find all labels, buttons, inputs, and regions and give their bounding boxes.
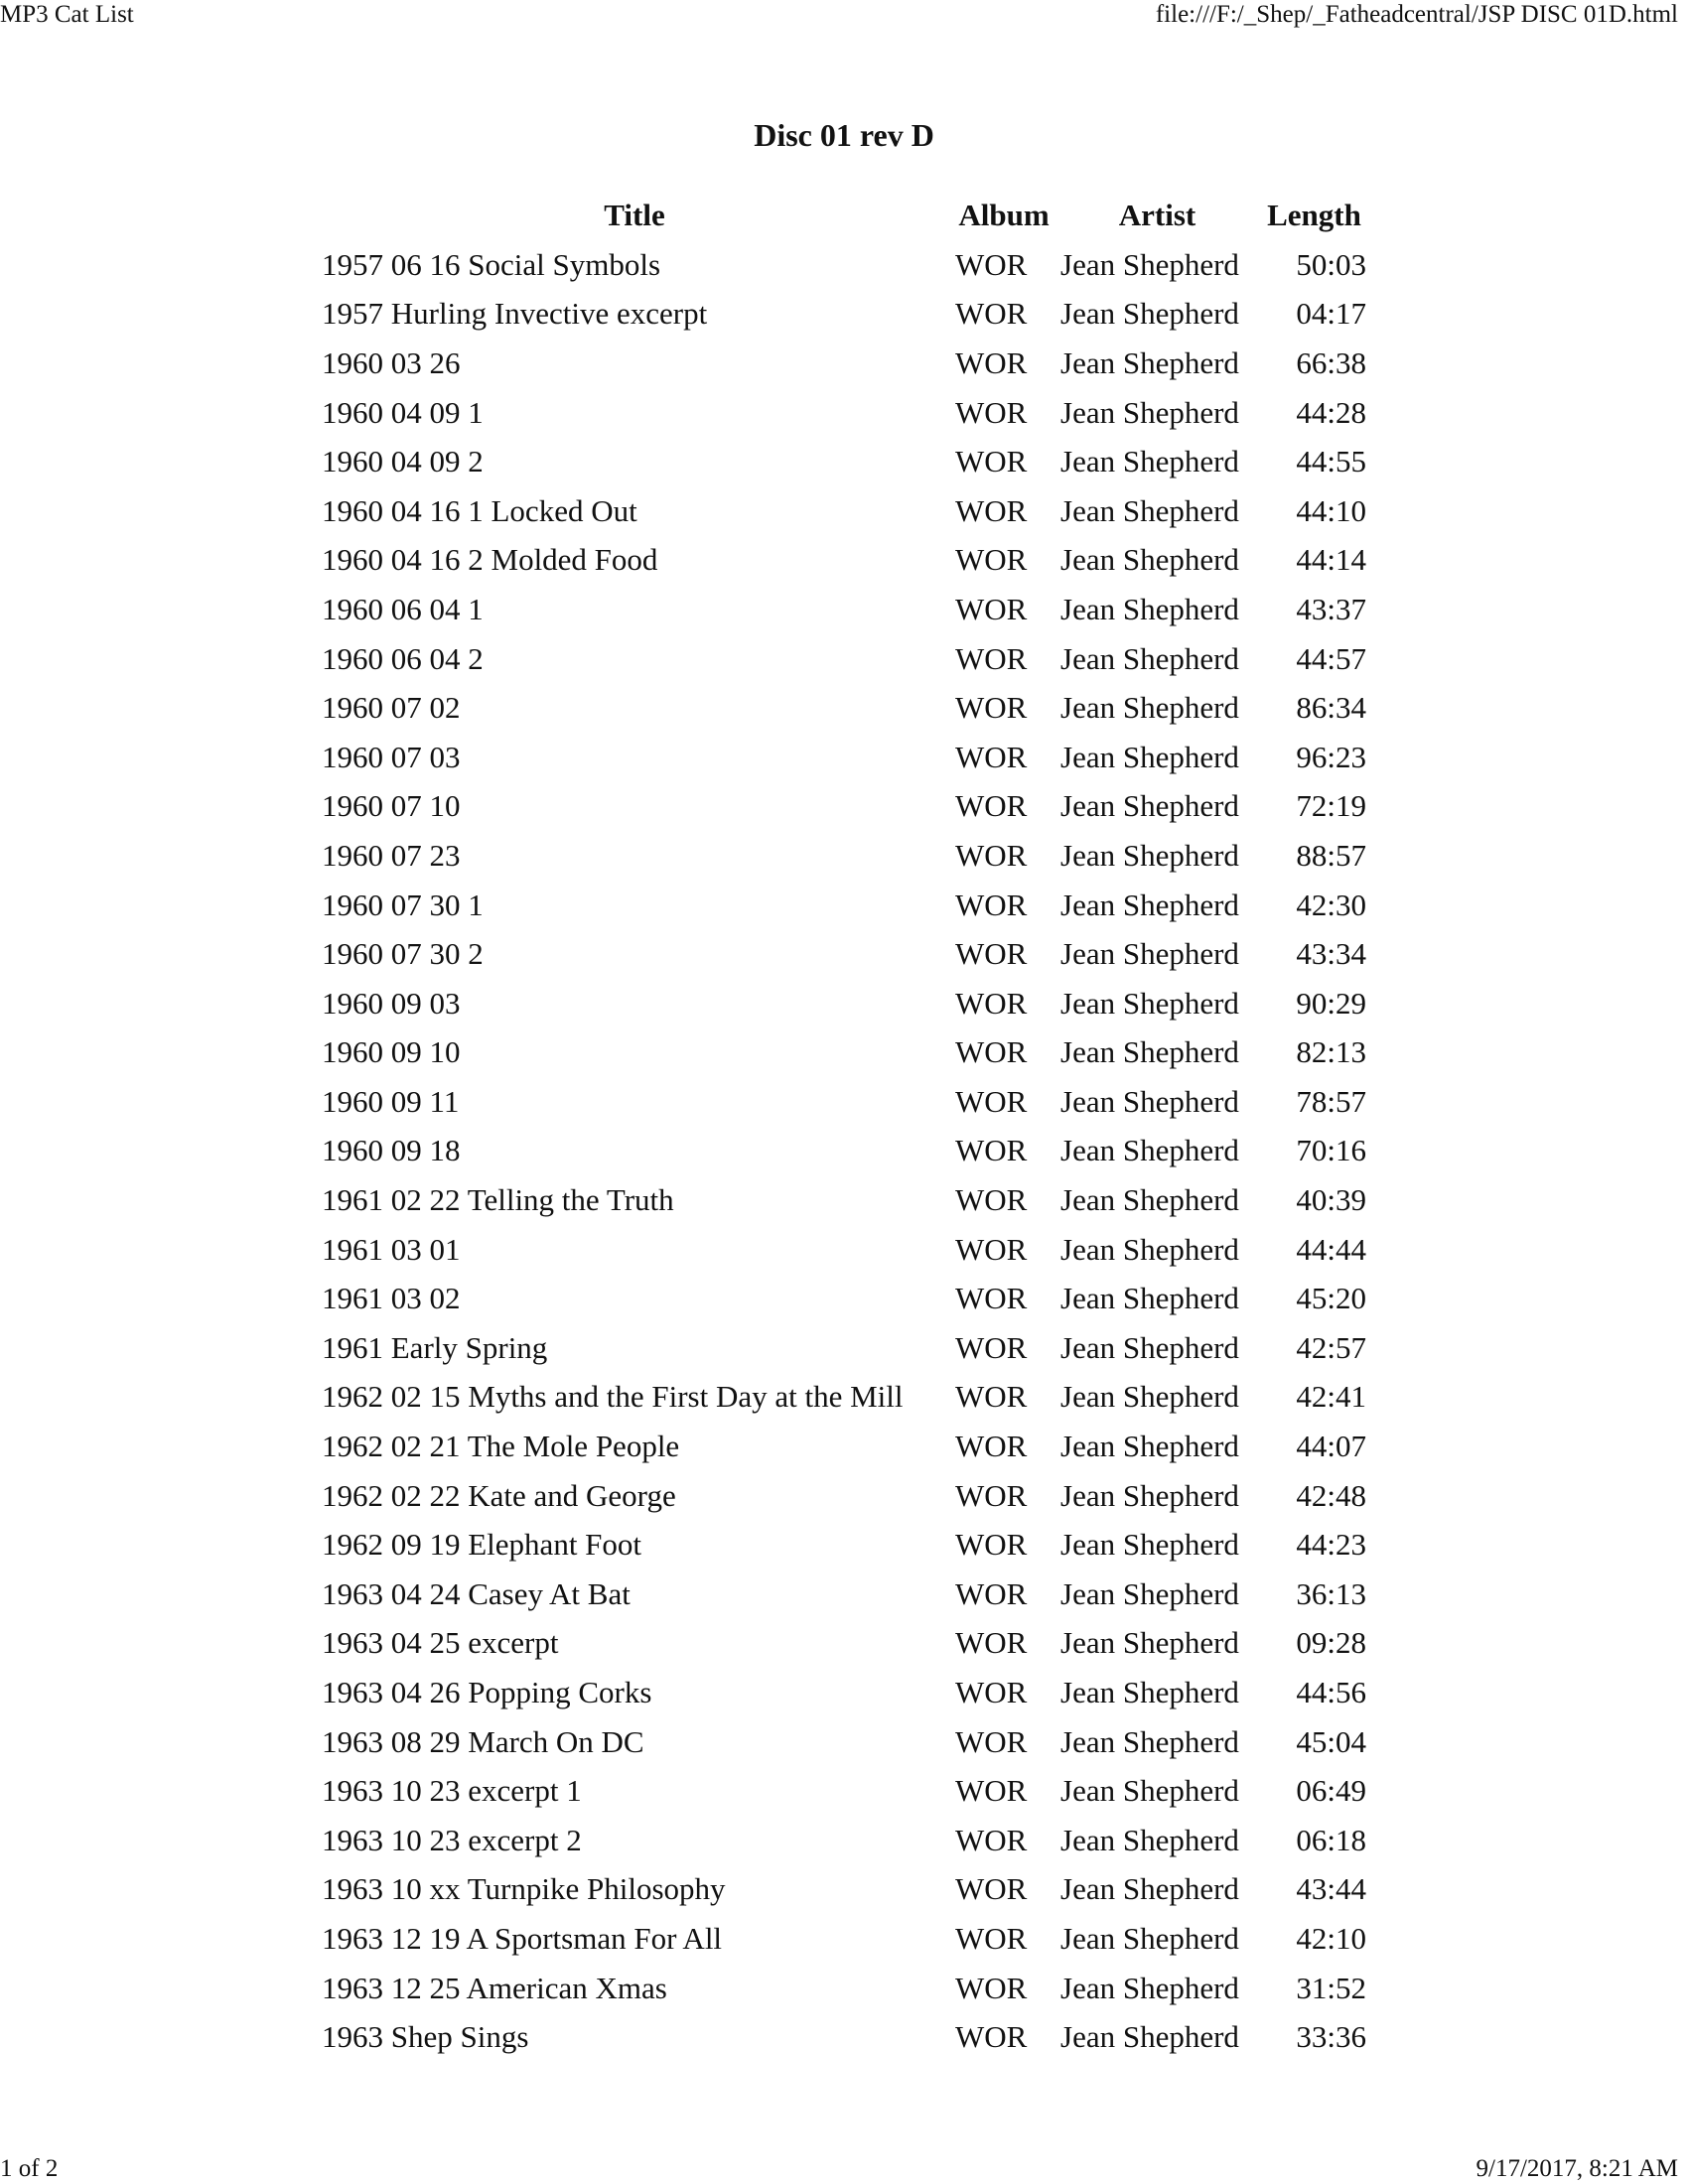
- cell-length: 45:20: [1296, 1281, 1366, 1316]
- cell-length: 44:44: [1296, 1231, 1366, 1267]
- cell-title: 1963 04 26 Popping Corks: [322, 1675, 652, 1710]
- table-row: [318, 486, 1370, 536]
- cell-length: 44:55: [1296, 444, 1366, 479]
- cell-artist: Jean Shepherd: [1060, 1822, 1239, 1857]
- cell-artist: Jean Shepherd: [1060, 1083, 1239, 1119]
- cell-album: WOR: [955, 1281, 1028, 1316]
- cell-album: WOR: [955, 1429, 1028, 1464]
- table-row: [318, 1471, 1370, 1521]
- table-row: [318, 979, 1370, 1028]
- cell-artist: Jean Shepherd: [1060, 1182, 1239, 1218]
- cell-length: 88:57: [1296, 837, 1366, 873]
- cell-artist: Jean Shepherd: [1060, 1920, 1239, 1956]
- cell-album: WOR: [955, 542, 1028, 578]
- cell-artist: Jean Shepherd: [1060, 591, 1239, 626]
- cell-artist: Jean Shepherd: [1060, 492, 1239, 528]
- cell-artist: Jean Shepherd: [1060, 2019, 1239, 2055]
- cell-album: WOR: [955, 1871, 1028, 1907]
- table-row: [318, 1077, 1370, 1127]
- cell-length: 06:18: [1296, 1822, 1366, 1857]
- page-header-title: MP3 Cat List: [0, 1, 134, 28]
- cell-length: 36:13: [1296, 1575, 1366, 1611]
- cell-album: WOR: [955, 1329, 1028, 1365]
- cell-artist: Jean Shepherd: [1060, 246, 1239, 282]
- catalog-table: [318, 191, 1370, 2062]
- table-row: [318, 585, 1370, 634]
- cell-title: 1962 09 19 Elephant Foot: [322, 1527, 642, 1563]
- cell-album: WOR: [955, 837, 1028, 873]
- page-footer-page-number: 1 of 2: [0, 2155, 59, 2182]
- cell-album: WOR: [955, 1625, 1028, 1661]
- cell-artist: Jean Shepherd: [1060, 887, 1239, 922]
- cell-title: 1960 07 03: [322, 739, 461, 774]
- page-footer-datetime: 9/17/2017, 8:21 AM: [1476, 2155, 1678, 2182]
- cell-album: WOR: [955, 1379, 1028, 1415]
- table-row: [318, 1373, 1370, 1423]
- cell-artist: Jean Shepherd: [1060, 1773, 1239, 1809]
- table-row: [318, 536, 1370, 586]
- cell-title: 1962 02 15 Myths and the First Day at the Mill: [322, 1379, 904, 1415]
- cell-album: WOR: [955, 1723, 1028, 1759]
- table-row: [318, 437, 1370, 486]
- cell-length: 43:37: [1296, 591, 1366, 626]
- cell-album: WOR: [955, 1034, 1028, 1070]
- table-row: [318, 1175, 1370, 1225]
- cell-album: WOR: [955, 1231, 1028, 1267]
- cell-title: 1963 10 23 excerpt 1: [322, 1773, 582, 1809]
- cell-artist: Jean Shepherd: [1060, 296, 1239, 332]
- cell-title: 1963 12 25 American Xmas: [322, 1970, 667, 2005]
- cell-artist: Jean Shepherd: [1060, 1034, 1239, 1070]
- cell-album: WOR: [955, 1675, 1028, 1710]
- cell-album: WOR: [955, 444, 1028, 479]
- cell-album: WOR: [955, 296, 1028, 332]
- table-row: [318, 1816, 1370, 1865]
- cell-title: 1962 02 22 Kate and George: [322, 1477, 676, 1513]
- cell-length: 96:23: [1296, 739, 1366, 774]
- cell-artist: Jean Shepherd: [1060, 837, 1239, 873]
- cell-artist: Jean Shepherd: [1060, 1133, 1239, 1168]
- cell-album: WOR: [955, 690, 1028, 726]
- cell-title: 1960 03 26: [322, 344, 461, 380]
- cell-title: 1963 Shep Sings: [322, 2019, 529, 2055]
- table-row: [318, 240, 1370, 290]
- table-row: [318, 1717, 1370, 1767]
- table-row: [318, 290, 1370, 340]
- cell-title: 1960 04 16 2 Molded Food: [322, 542, 658, 578]
- cell-title: 1961 Early Spring: [322, 1329, 548, 1365]
- table-row: [318, 339, 1370, 388]
- column-header-album: Album: [958, 198, 1050, 232]
- cell-album: WOR: [955, 1133, 1028, 1168]
- cell-title: 1960 09 11: [322, 1083, 460, 1119]
- cell-title: 1960 07 30 2: [322, 936, 484, 972]
- cell-artist: Jean Shepherd: [1060, 640, 1239, 676]
- cell-artist: Jean Shepherd: [1060, 788, 1239, 824]
- cell-length: 50:03: [1296, 246, 1366, 282]
- document-title: Disc 01 rev D: [754, 117, 934, 153]
- cell-title: 1960 07 30 1: [322, 887, 484, 922]
- cell-length: 31:52: [1296, 1970, 1366, 2005]
- cell-album: WOR: [955, 1527, 1028, 1563]
- table-row: [318, 733, 1370, 782]
- cell-album: WOR: [955, 739, 1028, 774]
- cell-length: 42:10: [1296, 1920, 1366, 1956]
- cell-length: 09:28: [1296, 1625, 1366, 1661]
- cell-length: 44:56: [1296, 1675, 1366, 1710]
- cell-album: WOR: [955, 492, 1028, 528]
- cell-artist: Jean Shepherd: [1060, 344, 1239, 380]
- cell-title: 1960 07 10: [322, 788, 461, 824]
- cell-title: 1961 02 22 Telling the Truth: [322, 1182, 674, 1218]
- table-row: [318, 1274, 1370, 1323]
- cell-title: 1963 04 25 excerpt: [322, 1625, 559, 1661]
- cell-title: 1960 07 02: [322, 690, 461, 726]
- cell-artist: Jean Shepherd: [1060, 1625, 1239, 1661]
- table-row: [318, 831, 1370, 881]
- table-row: [318, 683, 1370, 733]
- cell-artist: Jean Shepherd: [1060, 1231, 1239, 1267]
- table-row: [318, 782, 1370, 832]
- cell-length: 44:14: [1296, 542, 1366, 578]
- cell-title: 1960 06 04 2: [322, 640, 484, 676]
- cell-title: 1960 09 03: [322, 985, 461, 1021]
- cell-album: WOR: [955, 246, 1028, 282]
- cell-album: WOR: [955, 1477, 1028, 1513]
- cell-title: 1960 04 16 1 Locked Out: [322, 492, 637, 528]
- table-body: [318, 240, 1370, 2062]
- cell-album: WOR: [955, 985, 1028, 1021]
- cell-length: 70:16: [1296, 1133, 1366, 1168]
- cell-length: 44:57: [1296, 640, 1366, 676]
- cell-album: WOR: [955, 1920, 1028, 1956]
- cell-length: 44:07: [1296, 1429, 1366, 1464]
- cell-artist: Jean Shepherd: [1060, 1329, 1239, 1365]
- cell-length: 33:36: [1296, 2019, 1366, 2055]
- cell-artist: Jean Shepherd: [1060, 739, 1239, 774]
- cell-length: 42:41: [1296, 1379, 1366, 1415]
- table-row: [318, 1619, 1370, 1669]
- cell-album: WOR: [955, 1822, 1028, 1857]
- table-row: [318, 1668, 1370, 1717]
- table-row: [318, 929, 1370, 979]
- cell-length: 43:34: [1296, 936, 1366, 972]
- cell-title: 1960 09 10: [322, 1034, 461, 1070]
- cell-length: 42:48: [1296, 1477, 1366, 1513]
- cell-length: 86:34: [1296, 690, 1366, 726]
- cell-album: WOR: [955, 1970, 1028, 2005]
- table-row: [318, 1914, 1370, 1964]
- cell-album: WOR: [955, 1773, 1028, 1809]
- cell-title: 1963 12 19 A Sportsman For All: [322, 1920, 723, 1956]
- cell-album: WOR: [955, 591, 1028, 626]
- cell-artist: Jean Shepherd: [1060, 1527, 1239, 1563]
- table-row: [318, 634, 1370, 684]
- cell-album: WOR: [955, 2019, 1028, 2055]
- cell-length: 40:39: [1296, 1182, 1366, 1218]
- cell-artist: Jean Shepherd: [1060, 1379, 1239, 1415]
- cell-title: 1957 06 16 Social Symbols: [322, 246, 661, 282]
- cell-title: 1960 09 18: [322, 1133, 461, 1168]
- cell-album: WOR: [955, 1182, 1028, 1218]
- cell-artist: Jean Shepherd: [1060, 690, 1239, 726]
- cell-title: 1960 07 23: [322, 837, 461, 873]
- cell-length: 44:10: [1296, 492, 1366, 528]
- cell-artist: Jean Shepherd: [1060, 1723, 1239, 1759]
- cell-album: WOR: [955, 1575, 1028, 1611]
- cell-title: 1960 04 09 1: [322, 394, 484, 430]
- cell-title: 1961 03 01: [322, 1231, 461, 1267]
- cell-length: 78:57: [1296, 1083, 1366, 1119]
- cell-artist: Jean Shepherd: [1060, 1675, 1239, 1710]
- column-header-artist: Artist: [1118, 198, 1196, 232]
- cell-length: 82:13: [1296, 1034, 1366, 1070]
- table-row: [318, 1766, 1370, 1816]
- table-row: [318, 1225, 1370, 1275]
- cell-artist: Jean Shepherd: [1060, 1429, 1239, 1464]
- cell-length: 72:19: [1296, 788, 1366, 824]
- cell-album: WOR: [955, 788, 1028, 824]
- cell-artist: Jean Shepherd: [1060, 444, 1239, 479]
- table-row: [318, 2012, 1370, 2062]
- column-header-title: Title: [604, 198, 665, 232]
- table-row: [318, 388, 1370, 438]
- cell-title: 1961 03 02: [322, 1281, 461, 1316]
- cell-album: WOR: [955, 1083, 1028, 1119]
- cell-album: WOR: [955, 640, 1028, 676]
- cell-length: 06:49: [1296, 1773, 1366, 1809]
- cell-artist: Jean Shepherd: [1060, 1281, 1239, 1316]
- table-row: [318, 1127, 1370, 1176]
- cell-title: 1963 10 xx Turnpike Philosophy: [322, 1871, 726, 1907]
- table-header-row: [318, 191, 1370, 240]
- cell-artist: Jean Shepherd: [1060, 985, 1239, 1021]
- cell-album: WOR: [955, 344, 1028, 380]
- column-header-length: Length: [1267, 198, 1361, 232]
- table-row: [318, 1028, 1370, 1078]
- cell-title: 1963 04 24 Casey At Bat: [322, 1575, 631, 1611]
- cell-artist: Jean Shepherd: [1060, 1871, 1239, 1907]
- cell-artist: Jean Shepherd: [1060, 1575, 1239, 1611]
- cell-artist: Jean Shepherd: [1060, 542, 1239, 578]
- cell-length: 43:44: [1296, 1871, 1366, 1907]
- cell-album: WOR: [955, 394, 1028, 430]
- cell-artist: Jean Shepherd: [1060, 1970, 1239, 2005]
- cell-title: 1963 08 29 March On DC: [322, 1723, 644, 1759]
- cell-length: 42:30: [1296, 887, 1366, 922]
- table-row: [318, 1323, 1370, 1373]
- table-row: [318, 1422, 1370, 1471]
- table-row: [318, 1520, 1370, 1570]
- cell-album: WOR: [955, 936, 1028, 972]
- table-row: [318, 1964, 1370, 2013]
- cell-length: 44:23: [1296, 1527, 1366, 1563]
- cell-title: 1960 04 09 2: [322, 444, 484, 479]
- cell-length: 04:17: [1296, 296, 1366, 332]
- cell-length: 90:29: [1296, 985, 1366, 1021]
- table-row: [318, 1570, 1370, 1619]
- cell-album: WOR: [955, 887, 1028, 922]
- cell-length: 66:38: [1296, 344, 1366, 380]
- cell-artist: Jean Shepherd: [1060, 1477, 1239, 1513]
- cell-title: 1963 10 23 excerpt 2: [322, 1822, 582, 1857]
- cell-title: 1957 Hurling Invective excerpt: [322, 296, 708, 332]
- cell-artist: Jean Shepherd: [1060, 936, 1239, 972]
- page-header-url: file:///F:/_Shep/_Fatheadcentral/JSP DISC 01D.html: [1155, 1, 1678, 28]
- cell-length: 45:04: [1296, 1723, 1366, 1759]
- cell-title: 1960 06 04 1: [322, 591, 484, 626]
- cell-artist: Jean Shepherd: [1060, 394, 1239, 430]
- table-row: [318, 881, 1370, 930]
- cell-title: 1962 02 21 The Mole People: [322, 1429, 680, 1464]
- cell-length: 44:28: [1296, 394, 1366, 430]
- cell-length: 42:57: [1296, 1329, 1366, 1365]
- table-row: [318, 1865, 1370, 1915]
